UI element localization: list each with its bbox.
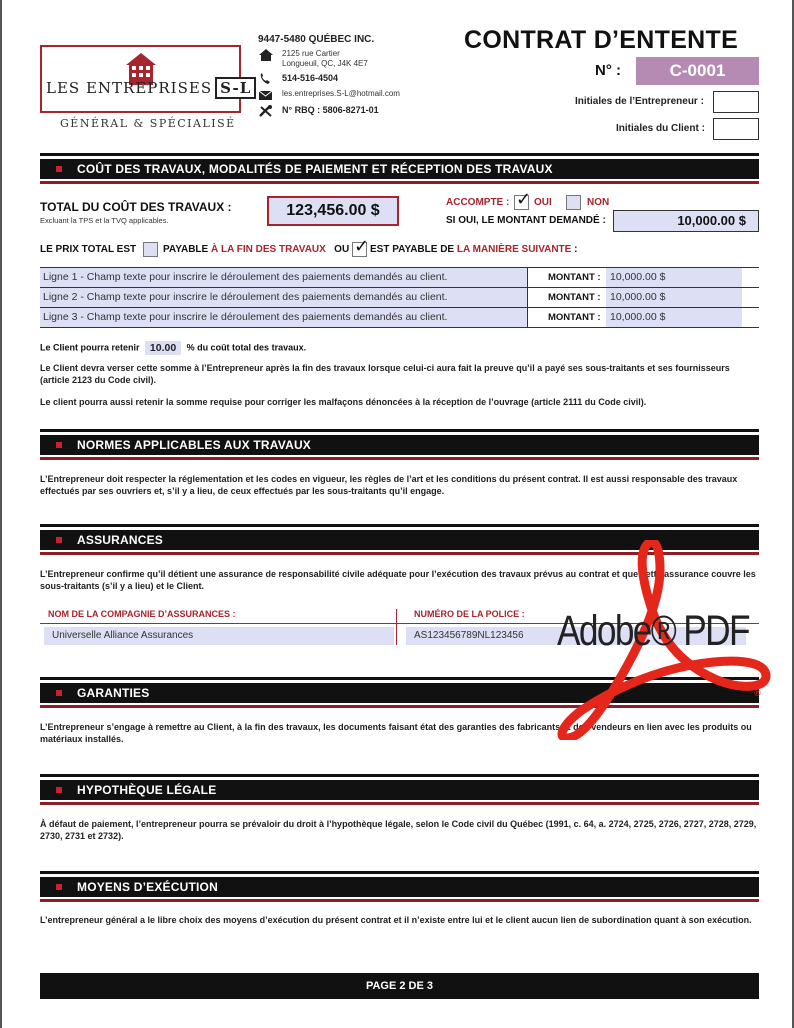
total-cost-label: TOTAL DU COÛT DES TRAVAUX : (40, 200, 232, 214)
section-title-garanties: GARANTIES (77, 686, 150, 700)
prix-total-label: LE PRIX TOTAL EST (40, 244, 137, 255)
address-row (258, 49, 458, 69)
payable-end-text (163, 244, 349, 255)
table-row (40, 308, 759, 328)
section-title-assurances: ASSURANCES (77, 533, 164, 547)
company-name: 9447-5480 QUÉBEC INC. (258, 34, 375, 45)
logo-badge: S-L (215, 77, 256, 99)
section-bullet-icon (56, 442, 62, 448)
montant-label: MONTANT : (548, 292, 601, 303)
column-divider (527, 268, 528, 287)
column-divider (396, 609, 397, 645)
column-divider (527, 308, 528, 327)
payable-schedule-text (370, 244, 577, 255)
contract-number-label: N° : (595, 62, 621, 79)
section-bullet-icon (56, 787, 62, 793)
insurance-policy-label: NUMÉRO DE LA POLICE : (414, 609, 525, 619)
colon-label: : (574, 244, 578, 255)
section-title-normes: NORMES APPLICABLES AUX TRAVAUX (77, 438, 312, 452)
section-header-moyens (40, 877, 759, 897)
section-bullet-icon (56, 690, 62, 696)
company-info (258, 34, 458, 121)
section-bullet-icon (56, 537, 62, 543)
insurance-policy-field[interactable]: AS123456789NL123456 (406, 627, 746, 645)
retain-row (40, 341, 306, 355)
initials-client-field[interactable] (713, 118, 759, 140)
table-row (40, 288, 759, 308)
check-mark-icon: ✓ (354, 236, 370, 256)
logo-name-text: LES ENTREPRISES (46, 79, 213, 97)
address (282, 49, 368, 69)
payable-label: PAYABLE (163, 244, 209, 255)
section-bullet-icon (56, 166, 62, 172)
page-number-footer: PAGE 2 DE 3 (40, 973, 759, 999)
initials-contractor-field[interactable] (713, 91, 759, 113)
hypotheque-text: À défaut de paiement, l’entrepreneur pourra se prévaloir du droit à l’hypothèque légale, selon le Code civil du Québec (1991, c. 64, a. 2724, 2725, 2726, 2727, 2728, 2729, 2730, 2731 et 2732). (40, 819, 757, 841)
initials-client-label: Initiales du Client : (616, 123, 705, 134)
check-mark-icon: ✓ (516, 189, 532, 209)
acompte-label: ACCOMPTE : (446, 197, 510, 208)
acompte-non-checkbox[interactable] (566, 195, 581, 210)
home-icon (258, 49, 274, 61)
email-row (258, 89, 458, 101)
assurances-text: L’Entrepreneur confirme qu’il détient une assurance de responsabilité civile adéquate pour l’exécution des travaux prévus au contrat et que cette assurance couvre les sous-traitants (s’il y a lieu) et le Client. (40, 569, 756, 591)
section-header-normes (40, 435, 759, 455)
total-cost-note: Excluant la TPS et la TVQ applicables. (40, 216, 169, 225)
fin-travaux-label: À LA FIN DES TRAVAUX (211, 244, 326, 255)
insurance-company-field[interactable]: Universelle Alliance Assurances (44, 627, 394, 645)
insurance-company-label: NOM DE LA COMPAGNIE D’ASSURANCES : (48, 609, 236, 619)
retain-percent-field[interactable]: 10.00 (145, 341, 181, 355)
acompte-oui-label: OUI (534, 197, 552, 208)
logo-subtitle: GÉNÉRAL & SPÉCIALISÉ (60, 117, 236, 130)
payment-line-2-field[interactable]: Ligne 2 - Champ texte pour inscrire le déroulement des paiements demandés au client. (40, 288, 527, 307)
table-row (40, 268, 759, 288)
payment-paragraph-2: Le client pourra aussi retenir la somme requise pour corriger les malfaçons dénoncées à la réception de l’ouvrage (article 2111 du Code civil). (40, 397, 647, 407)
phone-row (258, 73, 458, 85)
payable-end-checkbox[interactable] (143, 242, 158, 257)
phone: 514-516-4504 (282, 73, 339, 83)
payment-schedule-table (40, 267, 759, 328)
contract-number-field[interactable]: C-0001 (636, 57, 759, 85)
montant-label: MONTANT : (548, 272, 601, 283)
moyens-text: L’entrepreneur général a le libre choix des moyens d’exécution du présent contrat et il n’existe entre lui et le client aucun lien de subordination quant à son exécution. (40, 915, 752, 925)
maniere-label: LA MANIÈRE SUIVANTE (456, 244, 572, 255)
payment-line-1-field[interactable]: Ligne 1 - Champ texte pour inscrire le déroulement des paiements demandés au client. (40, 268, 527, 287)
logo-name (46, 77, 256, 99)
address-line2: Longueuil, QC, J4K 4E7 (282, 59, 368, 68)
payment-paragraph-1: Le Client devra verser cette somme à l’Entrepreneur après la fin des travaux lorsque celui-ci aura fait la preuve qu’il a payé ses sous-traitants et ses fournisseurs (article 2123 du Code civil). (40, 363, 730, 385)
registered-mark: ® (754, 688, 761, 698)
rbq-number: N° RBQ : 5806-8271-01 (282, 105, 379, 115)
acompte-oui-checkbox[interactable] (514, 189, 532, 210)
total-cost-field[interactable]: 123,456.00 $ (267, 196, 399, 226)
normes-text: L’Entrepreneur doit respecter la réglementation et les codes en vigueur, les règles de l’art et les conditions du présent contrat. Il est aussi responsable des travaux effectués par ses ouvriers et, s’il y a lieu, de ceux effectués par les sous-traitants qu’il engage. (40, 474, 738, 496)
address-line1: 2125 rue Cartier (282, 49, 340, 58)
payable-schedule-checkbox[interactable] (352, 236, 370, 257)
section-header-hypotheque (40, 780, 759, 800)
tools-icon (258, 105, 274, 117)
garanties-text: L’Entrepreneur s’engage à remettre au Client, à la fin des travaux, les documents faisant état des garanties des fabricants et des vendeurs en lien avec les produits ou matériaux installés. (40, 722, 752, 744)
retain-suffix: % du coût total des travaux. (186, 342, 307, 353)
phone-icon (258, 73, 274, 85)
section-title-hypotheque: HYPOTHÈQUE LÉGALE (77, 783, 217, 797)
acompte-amount-field[interactable]: 10,000.00 $ (613, 210, 759, 232)
payment-line-3-field[interactable]: Ligne 3 - Champ texte pour inscrire le déroulement des paiements demandés au client. (40, 308, 527, 327)
section-title-moyens: MOYENS D’EXÉCUTION (77, 880, 218, 894)
column-divider (527, 288, 528, 307)
est-payable-label: EST PAYABLE DE (370, 244, 455, 255)
rbq-row (258, 105, 458, 117)
acompte-amount-label: SI OUI, LE MONTANT DEMANDÉ : (446, 215, 606, 226)
section-bullet-icon (56, 884, 62, 890)
payment-line-2-amount-field[interactable]: 10,000.00 $ (606, 288, 742, 307)
email: les.entreprises.S-L@hotmail.com (282, 89, 400, 98)
payment-line-1-amount-field[interactable]: 10,000.00 $ (606, 268, 742, 287)
adobe-pdf-watermark-text: Adobe® PDF (557, 607, 749, 655)
company-logo (40, 45, 252, 113)
divider (40, 623, 396, 624)
payment-mode-row (40, 244, 136, 255)
section-title-cost: COÛT DES TRAVAUX, MODALITÉS DE PAIEMENT ET RÉCEPTION DES TRAVAUX (77, 162, 553, 176)
ou-label: OU (334, 244, 350, 255)
initials-contractor-label: Initiales de l’Entrepreneur : (575, 96, 704, 107)
retain-prefix: Le Client pourra retenir (40, 342, 140, 353)
acompte-non-label: NON (587, 197, 610, 208)
section-header-cost (40, 159, 759, 179)
montant-label: MONTANT : (548, 312, 601, 323)
contract-title: CONTRAT D’ENTENTE (464, 26, 739, 54)
payment-line-3-amount-field[interactable]: 10,000.00 $ (606, 308, 742, 327)
envelope-icon (258, 89, 274, 101)
